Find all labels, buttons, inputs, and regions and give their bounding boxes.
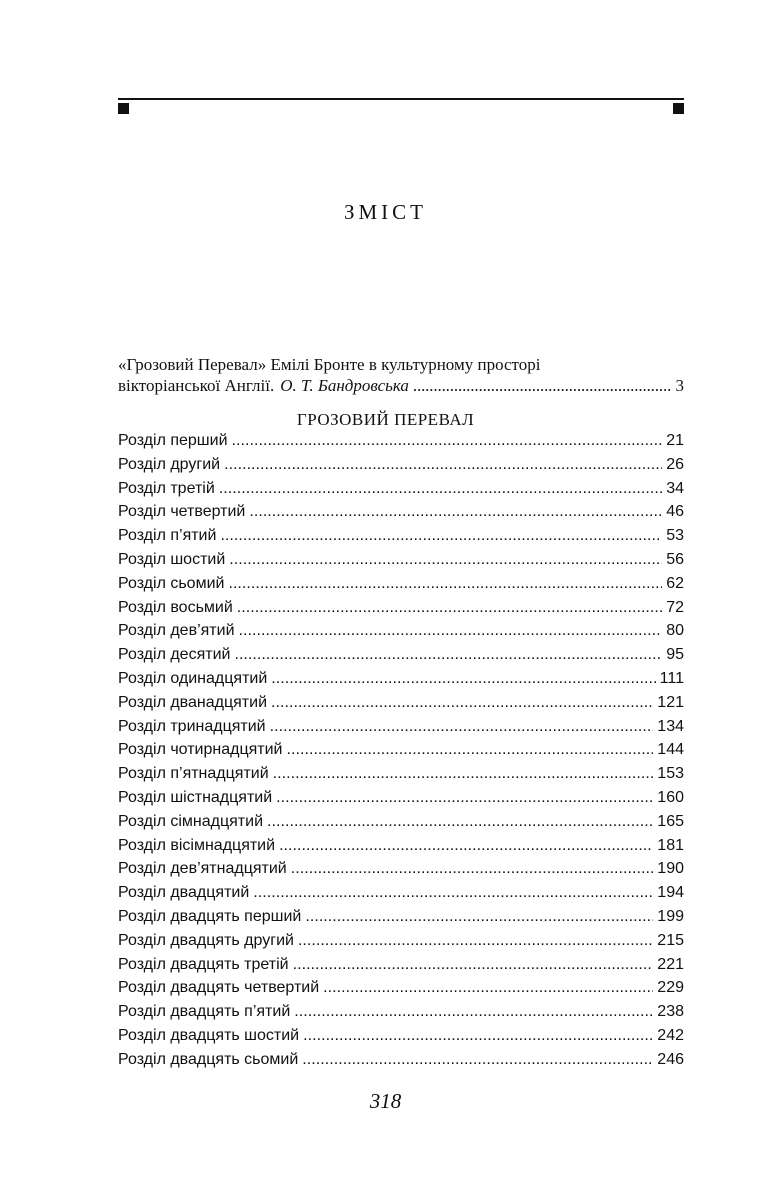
header-left-square-marker xyxy=(118,103,129,114)
toc-entry[interactable] xyxy=(118,503,684,527)
toc-entry-page: 53 xyxy=(666,527,684,545)
toc-entry[interactable] xyxy=(118,956,684,980)
toc-entry-label: Розділ третій xyxy=(118,479,215,497)
toc-entry[interactable] xyxy=(118,765,684,789)
toc-entry[interactable] xyxy=(118,789,684,813)
intro-entry-line2 xyxy=(118,375,684,396)
dot-leader xyxy=(323,979,653,997)
toc-entry-label: Розділ дев’ятнадцятий xyxy=(118,860,287,878)
dot-leader xyxy=(229,551,662,569)
toc-entry-page: 62 xyxy=(666,574,684,592)
dot-leader xyxy=(273,765,654,783)
intro-entry-page: 3 xyxy=(675,376,684,395)
toc-entry-page: 242 xyxy=(657,1026,684,1044)
toc-entry[interactable] xyxy=(118,646,684,670)
header-right-square-marker xyxy=(673,103,684,114)
toc-entry-page: 165 xyxy=(657,812,684,830)
toc-entry[interactable] xyxy=(118,480,684,504)
toc-entry[interactable] xyxy=(118,599,684,623)
toc-entry[interactable] xyxy=(118,1051,684,1075)
toc-entry-label: Розділ восьмий xyxy=(118,598,233,616)
toc-entry-label: Розділ перший xyxy=(118,432,228,449)
dot-leader xyxy=(224,456,662,474)
dot-leader xyxy=(267,813,653,831)
toc-entry-page: 134 xyxy=(657,717,684,735)
toc-entry-label: Розділ шостий xyxy=(118,550,226,568)
intro-entry-line2-text: вікторіанської Англії. xyxy=(118,376,275,395)
dot-leader xyxy=(249,503,662,521)
toc-entry-page: 121 xyxy=(657,693,684,711)
toc-entry-label: Розділ сьомий xyxy=(118,574,225,592)
toc-entry-label: Розділ чотирнадцятий xyxy=(118,741,283,759)
toc-entry-label: Розділ дванадцятий xyxy=(118,693,267,711)
dot-leader xyxy=(291,860,654,878)
toc-entry[interactable] xyxy=(118,1003,684,1027)
toc-entry[interactable] xyxy=(118,837,684,861)
toc-entry-label: Розділ двадцять другий xyxy=(118,931,294,949)
dot-leader xyxy=(239,622,663,640)
toc-entry-label: Розділ двадцять перший xyxy=(118,907,302,925)
toc-entry-label: Розділ п’ятнадцятий xyxy=(118,765,269,783)
toc-entry[interactable] xyxy=(118,884,684,908)
intro-entry-line1: «Грозовий Перевал» Емілі Бронте в культурному просторі xyxy=(118,355,541,374)
toc-entry-label: Розділ одинадцятий xyxy=(118,669,268,687)
toc-entry-page: 46 xyxy=(666,503,684,521)
toc-entry-page: 111 xyxy=(659,669,684,687)
page-number: 318 xyxy=(369,1089,402,1113)
toc-entry-page: 26 xyxy=(666,455,684,473)
toc-entry[interactable] xyxy=(118,979,684,1003)
table-of-contents xyxy=(118,432,684,1075)
toc-entry[interactable] xyxy=(118,575,684,599)
toc-entry[interactable] xyxy=(118,694,684,718)
dot-leader xyxy=(237,599,662,617)
toc-entry-label: Розділ десятий xyxy=(118,646,231,664)
header-rule-line xyxy=(118,98,684,100)
toc-entry-label: Розділ четвертий xyxy=(118,503,246,521)
dot-leader xyxy=(253,884,653,902)
toc-entry-label: Розділ двадцять п’ятий xyxy=(118,1003,291,1021)
toc-entry-label: Розділ двадцять шостий xyxy=(118,1026,300,1044)
toc-entry[interactable] xyxy=(118,670,684,694)
toc-entry-page: 72 xyxy=(666,598,684,616)
dot-leader xyxy=(413,375,672,396)
dot-leader xyxy=(303,1027,653,1045)
toc-entry[interactable] xyxy=(118,908,684,932)
intro-entry[interactable] xyxy=(118,354,684,396)
dot-leader xyxy=(302,1051,653,1069)
toc-entry-page: 21 xyxy=(666,432,684,449)
dot-leader xyxy=(298,932,653,950)
toc-entry-page: 144 xyxy=(657,741,684,759)
toc-entry[interactable] xyxy=(118,527,684,551)
toc-entry[interactable] xyxy=(118,741,684,765)
toc-entry-page: 95 xyxy=(666,646,684,664)
dot-leader xyxy=(234,646,662,664)
dot-leader xyxy=(270,718,654,736)
toc-entry[interactable] xyxy=(118,622,684,646)
dot-leader xyxy=(228,575,662,593)
toc-entry-label: Розділ двадцять четвертий xyxy=(118,979,320,997)
dot-leader xyxy=(276,789,653,807)
dot-leader xyxy=(279,837,653,855)
toc-entry-label: Розділ тринадцятий xyxy=(118,717,266,735)
toc-entry[interactable] xyxy=(118,813,684,837)
dot-leader xyxy=(271,694,653,712)
section-title: ГРОЗОВИЙ ПЕРЕВАЛ xyxy=(296,410,475,429)
toc-entry-page: 181 xyxy=(657,836,684,854)
toc-entry-label: Розділ сімнадцятий xyxy=(118,812,263,830)
toc-entry-page: 246 xyxy=(657,1050,684,1068)
toc-entry-page: 190 xyxy=(657,860,684,878)
toc-entry-label: Розділ двадцять третій xyxy=(118,955,289,973)
dot-leader xyxy=(220,527,662,545)
toc-entry[interactable] xyxy=(118,432,684,456)
dot-leader xyxy=(271,670,655,688)
toc-entry-page: 215 xyxy=(657,931,684,949)
dot-leader xyxy=(219,480,662,498)
dot-leader xyxy=(294,1003,653,1021)
toc-entry-page: 160 xyxy=(657,788,684,806)
toc-entry-label: Розділ шістнадцятий xyxy=(118,788,273,806)
toc-entry[interactable] xyxy=(118,718,684,742)
toc-entry-page: 194 xyxy=(657,884,684,902)
toc-entry[interactable] xyxy=(118,932,684,956)
toc-entry[interactable] xyxy=(118,860,684,884)
toc-entry-page: 153 xyxy=(657,765,684,783)
dot-leader xyxy=(287,741,654,759)
intro-entry-author: О. Т. Бандровська xyxy=(280,376,409,395)
toc-entry-page: 80 xyxy=(666,622,684,640)
dot-leader xyxy=(232,432,663,450)
toc-entry-page: 56 xyxy=(666,550,684,568)
toc-entry-page: 221 xyxy=(657,955,684,973)
toc-entry-page: 229 xyxy=(657,979,684,997)
toc-entry-label: Розділ двадцять сьомий xyxy=(118,1050,299,1068)
toc-entry-label: Розділ п’ятий xyxy=(118,527,217,545)
toc-entry-page: 199 xyxy=(657,907,684,925)
dot-leader xyxy=(293,956,654,974)
toc-entry-label: Розділ вісімнадцятий xyxy=(118,836,276,854)
toc-entry[interactable] xyxy=(118,456,684,480)
header-rule xyxy=(118,98,684,116)
dot-leader xyxy=(305,908,653,926)
toc-entry[interactable] xyxy=(118,551,684,575)
toc-entry-label: Розділ дев’ятий xyxy=(118,622,235,640)
toc-entry-page: 34 xyxy=(666,479,684,497)
page-title: ЗМІСТ xyxy=(343,200,428,224)
toc-entry-label: Розділ другий xyxy=(118,455,221,473)
toc-entry-page: 238 xyxy=(657,1003,684,1021)
toc-entry[interactable] xyxy=(118,1027,684,1051)
toc-entry-label: Розділ двадцятий xyxy=(118,884,250,902)
